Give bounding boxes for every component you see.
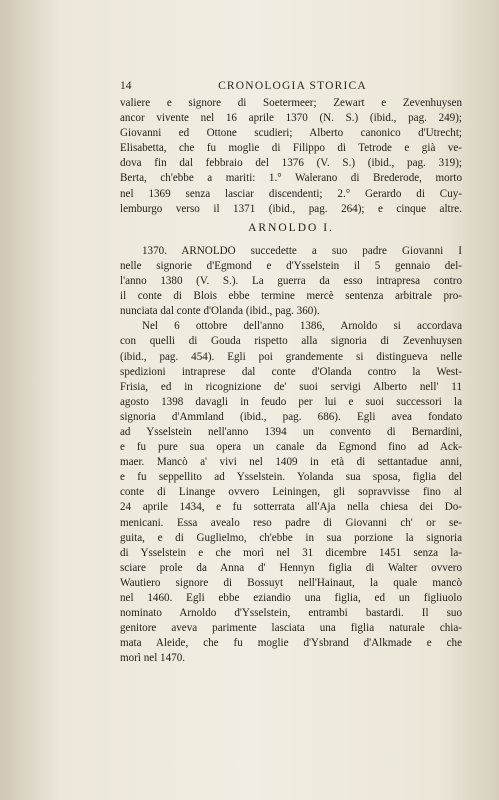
text-line: 1370. ARNOLDO succedette a suo padre Giovanni I — [142, 244, 462, 257]
text-line: nel 1460. Egli ebbe eziandio una figlia, ed un figliuolo — [120, 592, 462, 604]
page-header — [120, 80, 465, 96]
running-title: CRONOLOGIA STORICA — [218, 80, 367, 92]
text-line: e fu pure sua opera un canale da Egmond fino ad Ack- — [120, 441, 462, 454]
text-line: ancor vivente nel 16 aprile 1370 (N. S.) (ibid., pag. 249); — [120, 112, 462, 125]
text-line: 24 aprile 1434, e fu sotterrata all'Aja nella chiesa dei Do- — [120, 501, 462, 514]
text-line: Berta, ch'ebbe a mariti: 1.° Walerano di Brederode, morto — [120, 172, 462, 185]
text-line: nunciata dal conte d'Olanda (ibid., pag. 360). — [120, 305, 320, 318]
text-line: conte di Linange ovvero Leiningen, gli sopravvisse fino al — [120, 486, 462, 499]
text-line: mata Aleide, che fu moglie d'Ysbrand d'Alkmade e che — [120, 637, 462, 650]
text-line: morì nel 1470. — [120, 652, 186, 665]
text-line: valiere e signore di Soetermeer; Zewart e Zevenhuysen — [120, 97, 462, 109]
top-block — [120, 96, 462, 217]
text-line: Nel 6 ottobre dell'anno 1386, Arnoldo si accordava — [142, 320, 462, 333]
text-line: lemburgo verso il 1371 (ibid., pag. 264); e cinque altre. — [120, 202, 462, 215]
text-line: genitore aveva parimente lasciata una figlia naturale chia- — [120, 622, 462, 635]
page-number: 14 — [120, 80, 132, 92]
text-line: ad Ysselstein nell'anno 1394 un convento di Bernardini, — [120, 425, 462, 438]
text-line: il conte di Blois ebbe termine mercè sentenza arbitrale pro- — [120, 290, 462, 303]
text-line: e fu seppellito ad Ysselstein. Yolanda sua sposa, figlia del — [120, 471, 462, 484]
text-line: signoria d'Ammland (ibid., pag. 686). Egli avea fondato — [120, 410, 462, 423]
section-title: ARNOLDO I. — [248, 221, 334, 234]
text-line: Giovanni ed Ottone scudieri; Alberto canonico d'Utrecht; — [120, 127, 462, 140]
text-line: guita, e di Guglielmo, ch'ebbe in sua porzione la signoria — [120, 531, 462, 544]
text-line: con quelli di Gouda rispetto alla signoria di Zevenhuysen — [120, 335, 462, 348]
text-line: di Ysselstein e che morì nel 31 dicembre 1451 senza la- — [120, 546, 462, 559]
text-line: dova fin dal febbraio del 1376 (V. S.) (ibid., pag. 319); — [120, 157, 462, 170]
text-line: spedizioni intraprese dal conte d'Olanda contro la West- — [120, 365, 462, 378]
text-line: agosto 1398 davagli in feudo per lui e suoi successori la — [120, 395, 462, 408]
text-line: sciare prole da Anna d' Hennyn figlia di Walter ovvero — [120, 561, 462, 574]
text-line: (ibid., pag. 454). Egli poi grandemente si distingueva nelle — [120, 350, 462, 363]
text-line: maer. Mancò a' vivi nel 1409 in età di settantadue anni, — [120, 456, 462, 469]
text-line: l'anno 1380 (V. S.). La guerra da esso intrapresa contro — [120, 275, 462, 288]
paragraph-1 — [120, 244, 462, 319]
text-line: nel 1369 senza lasciar discendenti; 2.° Gerardo di Cuy- — [120, 187, 462, 200]
text-line: Wautiero signore di Bossuyt nell'Hainaut, la quale mancò — [120, 576, 462, 589]
text-line: menicani. Essa avealo reso padre di Giovanni ch' or se- — [120, 516, 462, 529]
paragraph-2 — [120, 319, 462, 666]
text-line: Frisia, ed in ricognizione de' suoi servigi Alberto nell' 11 — [120, 380, 462, 393]
text-line: Elisabetta, che fu moglie di Filippo di Tetrode e già ve- — [120, 142, 462, 155]
text-line: nominato Arnoldo d'Ysselstein, entrambi bastardi. Il suo — [120, 607, 462, 620]
page-body — [120, 96, 462, 666]
text-line: nelle signorie d'Egmond e d'Ysselstein il 5 gennaio del- — [120, 259, 462, 272]
